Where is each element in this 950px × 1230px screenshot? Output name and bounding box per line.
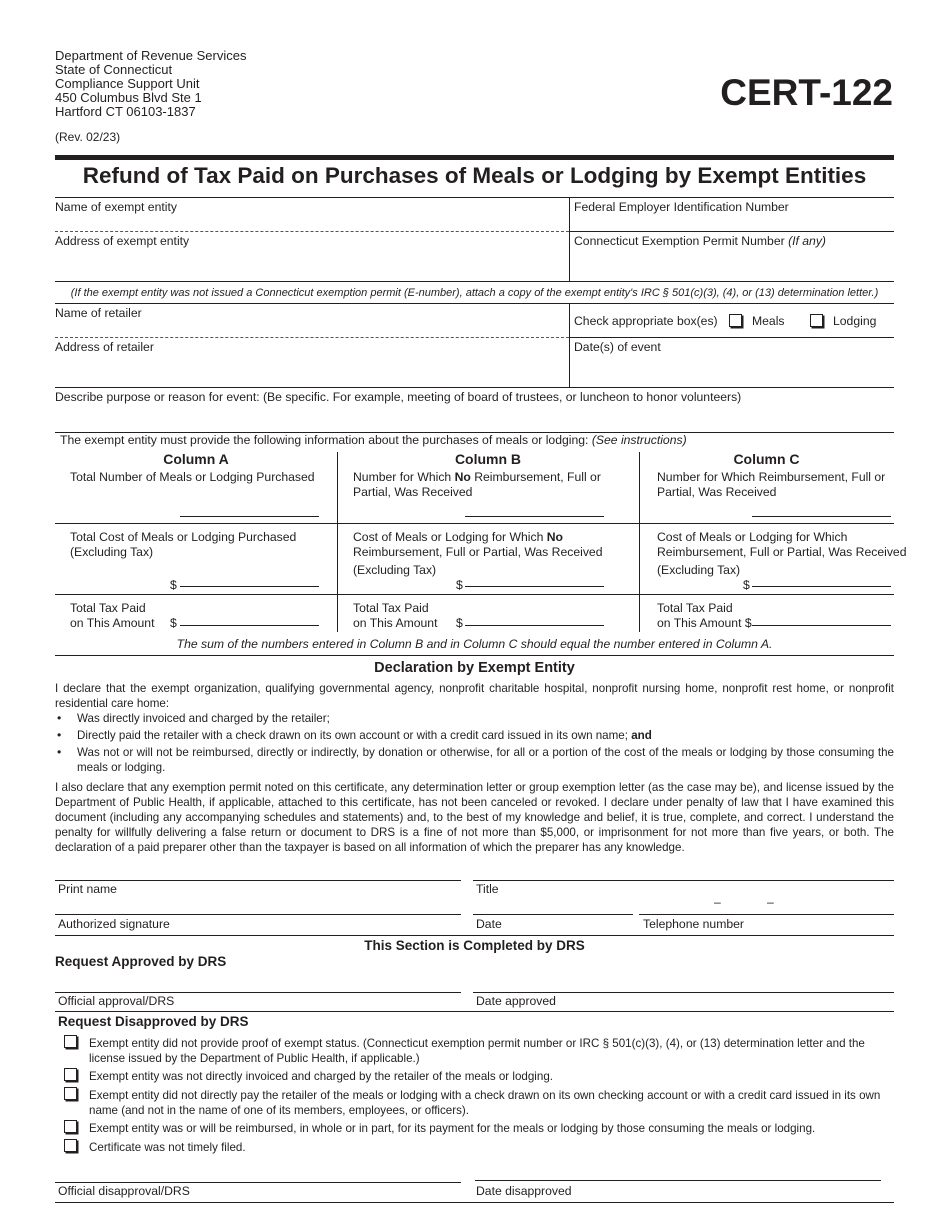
rule <box>55 594 894 595</box>
agency-line: State of Connecticut <box>55 62 173 77</box>
col-c-row2-label: Reimbursement, Full or Partial, Was Received <box>657 545 907 559</box>
column-a-heading: Column A <box>163 451 229 467</box>
text: No <box>546 530 563 544</box>
meals-checkbox[interactable] <box>729 314 742 327</box>
reason-checkbox[interactable] <box>64 1139 77 1152</box>
col-a-row1-label: Total Number of Meals or Lodging Purchased <box>70 470 315 484</box>
col-b-row1-label <box>353 470 601 485</box>
reason-checkbox[interactable] <box>64 1120 77 1133</box>
disapproved-heading: Request Disapproved by DRS <box>58 1014 249 1029</box>
rule <box>55 523 894 524</box>
rule <box>473 992 894 993</box>
reason-checkbox[interactable] <box>64 1087 77 1100</box>
text: Reimbursement, Full or <box>470 470 601 484</box>
col-a-row3-label: Total Tax Paid <box>70 601 146 615</box>
reason-text: Certificate was not timely filed. <box>89 1141 246 1154</box>
col-a-row3-label: on This Amount <box>70 616 155 630</box>
text: Directly paid the retailer with a check drawn on its own account or with a credit card issued in its own name; <box>77 729 628 742</box>
column-c-heading: Column C <box>733 451 800 467</box>
reason-checkbox[interactable] <box>64 1035 77 1048</box>
rule <box>55 281 894 282</box>
divider <box>337 452 338 632</box>
reason-text: Exempt entity did not provide proof of exempt status. (Connecticut exemption permit number or IRC § 501(c)(3), (4), or (13) determination letter and the license issued by the Department of Public Health, if applicable.) <box>89 1037 865 1065</box>
col-a-row2-label: Total Cost of Meals or Lodging Purchased <box>70 530 297 544</box>
col-a-cost-input[interactable] <box>180 586 319 587</box>
declaration-intro: I declare that the exempt organization, qualifying governmental agency, nonprofit charitable hospital, nonprofit nursing home, nonprofit rest home, or nonprofit residential care home: <box>55 682 894 710</box>
agency-line: Hartford CT 06103-1837 <box>55 104 196 119</box>
rule <box>55 935 894 936</box>
rule <box>569 231 894 232</box>
phone-dash: – <box>714 895 721 909</box>
declaration-body: I also declare that any exemption permit noted on this certificate, any determination letter or group exemption letter (as the case may be), and license issued by the Department of Public Health, if applicable, attached to this certificate, has not been canceled or revoked. I declare under penalty of law that I have examined this document (including any accompanying schedules and statements) and, to the best of my knowledge and belief, it is true, complete, and correct. I understand the penalty for willfully delivering a false return or document to DRS is a fine of not more than $5,000, or imprisonment for not more than five years, or both. The declaration of a paid preparer other than the taxpayer is based on all information of which the preparer has any knowledge. <box>55 781 894 854</box>
dollar-sign: $ <box>743 578 750 592</box>
col-b-row3-label: Total Tax Paid <box>353 601 429 615</box>
dollar-sign: $ <box>456 616 463 630</box>
rule <box>55 337 569 338</box>
permit-instruction: (If the exempt entity was not issued a Connecticut exemption permit (E-number), attach a copy of the exempt entity's IRC § 501(c)(3), (4), or (13) determination letter.) <box>70 287 879 299</box>
permit-number-field[interactable] <box>574 234 826 249</box>
col-a-count-input[interactable] <box>180 516 319 517</box>
col-c-tax-input[interactable] <box>752 625 891 626</box>
divider <box>569 197 570 281</box>
rule <box>55 914 461 915</box>
lodging-checkbox[interactable] <box>810 314 823 327</box>
reason-text: Exempt entity did not directly pay the retailer of the meals or lodging with a check drawn on its own checking account or with a credit card issued in its own name (and not in the name of one of its members, employees, or officers). <box>89 1089 881 1117</box>
fein-field[interactable]: Federal Employer Identification Number <box>574 200 789 214</box>
official-approval-field[interactable]: Official approval/DRS <box>58 994 175 1008</box>
col-b-row1-label: Partial, Was Received <box>353 485 473 499</box>
text: Number for Which <box>353 470 455 484</box>
rule <box>55 992 461 993</box>
table-intro-text: The exempt entity must provide the following information about the purchases of meals or lodging: <box>60 433 589 447</box>
rule <box>55 1202 894 1203</box>
official-disapproval-field[interactable]: Official disapproval/DRS <box>58 1184 190 1198</box>
entity-name-field[interactable]: Name of exempt entity <box>55 200 177 214</box>
authorized-signature-field[interactable]: Authorized signature <box>58 917 170 931</box>
declaration-bullet: Was directly invoiced and charged by the retailer; <box>77 712 330 725</box>
rule <box>473 880 894 881</box>
rule <box>55 231 569 232</box>
agency-line: Compliance Support Unit <box>55 76 200 91</box>
lodging-label: Lodging <box>833 314 877 328</box>
col-c-row3-label: on This Amount $ <box>657 616 752 630</box>
title-field[interactable]: Title <box>476 882 499 896</box>
approved-heading: Request Approved by DRS <box>55 954 227 969</box>
print-name-field[interactable]: Print name <box>58 882 117 896</box>
table-footnote: The sum of the numbers entered in Column B and in Column C should equal the number entered in Column A. <box>176 637 773 651</box>
col-b-row2-label <box>353 530 563 545</box>
bullet: • <box>57 711 62 725</box>
permit-note: (If any) <box>788 234 826 248</box>
rule <box>569 337 894 338</box>
bullet: • <box>57 745 62 759</box>
declaration-heading: Declaration by Exempt Entity <box>374 660 575 676</box>
col-c-cost-input[interactable] <box>752 586 891 587</box>
rule <box>473 914 633 915</box>
reason-checkbox[interactable] <box>64 1068 77 1081</box>
rule <box>475 1180 881 1181</box>
col-c-count-input[interactable] <box>752 516 891 517</box>
col-b-row2-label: Reimbursement, Full or Partial, Was Received <box>353 545 603 559</box>
date-disapproved-field[interactable]: Date disapproved <box>476 1184 572 1198</box>
rule <box>55 1182 461 1183</box>
phone-dash: – <box>767 895 774 909</box>
reason-text: Exempt entity was not directly invoiced and charged by the retailer of the meals or lodging. <box>89 1070 553 1083</box>
title-rule <box>55 155 894 160</box>
rule <box>55 880 461 881</box>
col-b-row3-label: on This Amount <box>353 616 438 630</box>
col-c-row1-label: Number for Which Reimbursement, Full or <box>657 470 886 484</box>
table-intro <box>60 433 687 448</box>
declaration-bullet <box>77 728 894 743</box>
divider <box>569 303 570 387</box>
purpose-field[interactable]: Describe purpose or reason for event: (Be specific. For example, meeting of board of trustees, or luncheon to honor volunteers) <box>55 390 742 404</box>
dollar-sign: $ <box>456 578 463 592</box>
reason-text: Exempt entity was or will be reimbursed, in whole or in part, for its payment for the meals or lodging by those consuming the meals or lodging. <box>89 1122 816 1135</box>
page-title: Refund of Tax Paid on Purchases of Meals or Lodging by Exempt Entities <box>82 163 867 188</box>
form-number: CERT-122 <box>720 72 893 113</box>
rule <box>55 655 894 656</box>
col-b-count-input[interactable] <box>465 516 604 517</box>
telephone-field[interactable]: Telephone number <box>643 917 744 931</box>
text: and <box>631 729 652 742</box>
permit-label: Connecticut Exemption Permit Number <box>574 234 785 248</box>
dollar-sign: $ <box>170 616 177 630</box>
signature-date-field[interactable]: Date <box>476 917 502 931</box>
col-b-tax-input[interactable] <box>465 625 604 626</box>
col-a-row2-label: (Excluding Tax) <box>70 545 154 559</box>
col-c-row2-label: (Excluding Tax) <box>657 563 741 577</box>
table-intro-note: (See instructions) <box>591 433 687 447</box>
divider <box>639 452 640 632</box>
dollar-sign: $ <box>170 578 177 592</box>
bullet: • <box>57 728 62 742</box>
retailer-address-field[interactable]: Address of retailer <box>55 340 154 354</box>
rule <box>55 303 894 304</box>
rule <box>639 914 894 915</box>
column-b-heading: Column B <box>454 451 522 467</box>
col-c-row2-label: Cost of Meals or Lodging for Which <box>657 530 848 544</box>
drs-section-heading: This Section is Completed by DRS <box>364 938 585 953</box>
agency-line: 450 Columbus Blvd Ste 1 <box>55 90 202 105</box>
declaration-bullet: Was not or will not be reimbursed, directly or indirectly, by donation or otherwise, for all or a portion of the cost of the meals or lodging by those consuming the meals or lodging. <box>77 746 894 774</box>
entity-address-field[interactable]: Address of exempt entity <box>55 234 190 248</box>
meals-label: Meals <box>752 314 785 328</box>
rule <box>55 1011 894 1012</box>
text: No <box>454 470 471 484</box>
agency-line: Department of Revenue Services <box>55 48 247 63</box>
event-dates-field[interactable]: Date(s) of event <box>574 340 661 354</box>
retailer-name-field[interactable]: Name of retailer <box>55 306 142 320</box>
col-b-cost-input[interactable] <box>465 586 604 587</box>
col-c-row1-label: Partial, Was Received <box>657 485 777 499</box>
col-a-tax-input[interactable] <box>180 625 319 626</box>
rule <box>55 387 894 388</box>
rule <box>55 197 894 198</box>
text: Cost of Meals or Lodging for Which <box>353 530 547 544</box>
agency-address <box>55 49 246 119</box>
check-boxes-label: Check appropriate box(es) <box>574 314 718 328</box>
revision-label: (Rev. 02/23) <box>55 130 121 144</box>
date-approved-field[interactable]: Date approved <box>476 994 556 1008</box>
col-c-row3-label: Total Tax Paid <box>657 601 733 615</box>
col-b-row2-label: (Excluding Tax) <box>353 563 437 577</box>
